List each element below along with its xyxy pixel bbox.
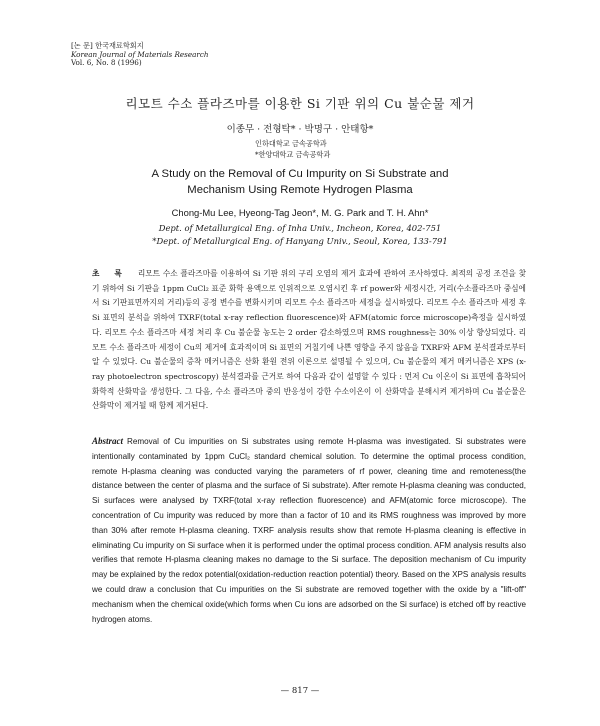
english-abstract-text: Removal of Cu impurities on Si substrates using remote H-plasma was investigated. Si substrates were intentionally contaminated by 1ppm CuCl₂ standard chemical solution. To determine the optimal process condition, remote H-plasma cleaning was conducted varying the parameters of rf power, cleaning time and remoteness(the distance between the center of plasma and the surface of Si substrate). After remote H-plasma cleaning was conducted, Si surfaces were analysed by TXRF(total x-ray reflection fluorescence) and AFM(atomic force microscope). The concentration of Cu impurity was reduced by more than a factor of 10 and its RMS roughness was improved by more than 30% after remote H-plasma cleaning. TXRF analysis results show that remote H-plasma cleaning is effective in eliminating Cu impurity on Si surface when it is performed under the optimal process condition. AFM analysis results also verifies that remote H-plasma cleaning makes no damage to the Si surface. The deposition mechanism of Cu impurity may be explained by the redox potential(oxidation-reduction reaction potential) theory. Based on the XPS analysis results we could draw a conclusion that Cu impurities on the Si substrate are removed together with the oxide by a "lift-off" mechanism when the chemical oxide(which forms when Cu ions are adsorbed on the Si surface) is etched off by reactive hydrogen atoms. xyxy=(92,437,526,624)
korean-abstract-text: 리모트 수소 플라즈마를 이용하여 Si 기판 위의 구리 오염의 제거 효과에 관하여 조사하였다. 최적의 공정 조건을 찾기 위하여 Si 기판을 1ppm CuCl₂ 표준 화학 용액으로 인위적으로 오염시킨 후 rf power와 세정시간, 거리(수소플라즈마 중심에서 Si 기판표면까지의 거리)등의 공정 변수를 변화시키며 리모트 수소 플라즈마 세정을 실시하였다. 리모트 수소 플라즈마 세정 후 Si 표면의 분석을 위하여 TXRF(total x-ray reflection fluorescence)와 AFM(atomic force microscope)측정을 실시하였다. 리모트 수소 플라즈마 세정 처리 후 Cu 불순물 농도는 2 order 감소하였으며 RMS roughness는 30% 이상 향상되었다. 리모트 수소 플라즈마 세정이 Cu의 제거에 효과적이며 Si 표면의 거칠기에 나쁜 영향을 주지 않음을 TXRF와 AFM 분석결과로부터 알 수 있었다. Cu 불순물의 증착 메커니즘은 산화 환원 전위 이론으로 설명될 수 있으며, Cu 불순물의 제거 메커니즘은 XPS (x-ray photoelectron spectroscopy) 분석결과를 근거로 하여 다음과 같이 설명할 수 있다 : 먼저 Cu 이온이 Si 표면에 흡착되어 화학적 산화막을 생성한다. 그 다음, 수소 플라즈마 중의 반응성이 강한 수소이온이 이 산화막을 분해시켜 제거하며 Cu 불순물은 산화막이 제거될 때 함께 제거된다. xyxy=(92,269,526,411)
korean-affiliations xyxy=(255,138,330,160)
korean-authors: 이종무 · 전형탁* · 박명구 · 안태항* xyxy=(226,124,374,135)
page-number: — 817 — xyxy=(280,686,320,696)
journal-header xyxy=(71,42,209,68)
journal-header-line2: Korean Journal of Materials Research xyxy=(71,49,209,59)
english-affiliations xyxy=(0,222,600,248)
journal-header-line1: [논 문] 한국재료학회지 xyxy=(71,41,144,50)
english-authors: Chong-Mu Lee, Hyeong-Tag Jeon*, M. G. Park and T. H. Ahn* xyxy=(171,207,429,218)
english-affiliation-2: *Dept. of Metallurgical Eng. of Hanyang Univ., Seoul, Korea, 133-791 xyxy=(152,236,448,246)
english-title-line2: Mechanism Using Remote Hydrogen Plasma xyxy=(187,184,413,196)
english-title xyxy=(0,166,600,198)
korean-abstract-heading: 초 록 xyxy=(92,269,128,278)
english-title-line1: A Study on the Removal of Cu Impurity on Si Substrate and xyxy=(151,168,449,180)
korean-affiliation-2: *한양대학교 금속공학과 xyxy=(255,150,331,159)
english-abstract-heading: Abstract xyxy=(92,436,124,446)
english-affiliation-1: Dept. of Metallurgical Eng. of Inha Univ., Incheon, Korea, 402-751 xyxy=(158,223,442,233)
korean-abstract xyxy=(92,267,526,414)
korean-affiliation-1: 인하대학교 금속공학과 xyxy=(255,139,327,148)
journal-header-line3: Vol. 6, No. 8 (1996) xyxy=(71,58,142,68)
english-abstract xyxy=(92,434,526,627)
korean-title: 리모트 수소 플라즈마를 이용한 Si 기판 위의 Cu 불순물 제거 xyxy=(125,96,475,111)
